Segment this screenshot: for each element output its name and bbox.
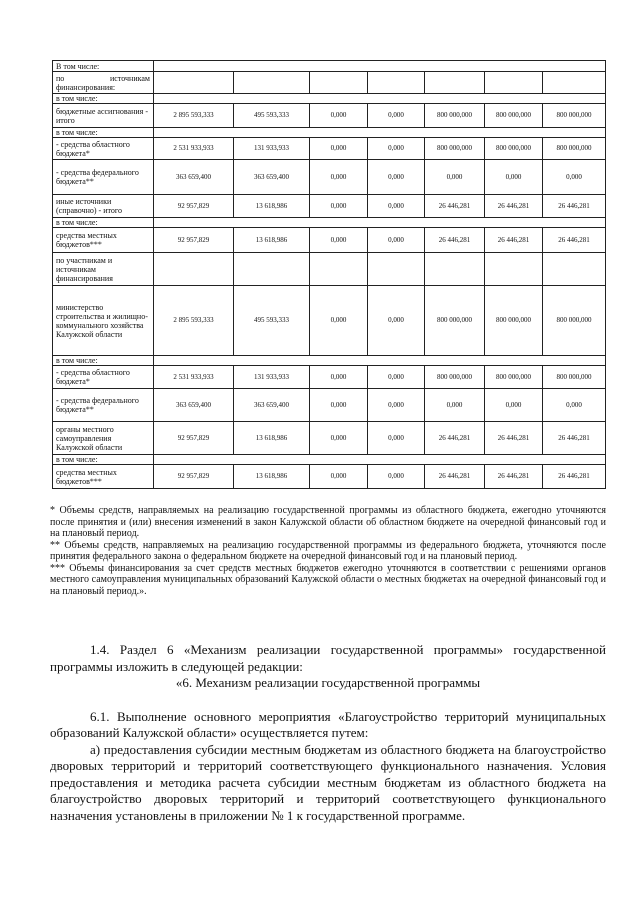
table-cell: 92 957,829 (154, 195, 234, 218)
table-cell: 0,000 (543, 160, 606, 195)
table-cell: 800 000,000 (425, 104, 485, 128)
table-cell: 363 659,400 (234, 160, 310, 195)
table-cell: 13 618,986 (234, 195, 310, 218)
table-cell: 13 618,986 (234, 422, 310, 455)
table-row (53, 228, 606, 253)
table-cell: 26 446,281 (425, 228, 485, 253)
table-cell: 363 659,400 (234, 389, 310, 422)
table-cell: 0,000 (368, 104, 425, 128)
row-label: - средства областного бюджета* (53, 366, 154, 389)
row-label: иные источники (справочно) - итого (53, 195, 154, 218)
table-cell: 0,000 (310, 465, 368, 489)
table-cell: 0,000 (310, 104, 368, 128)
row-filler (154, 61, 606, 72)
table-cell: 26 446,281 (425, 465, 485, 489)
table-cell (310, 72, 368, 94)
table-cell: 0,000 (425, 160, 485, 195)
row-label: органы местного самоуправления Калужской области (53, 422, 154, 455)
row-label: - средства областного бюджета* (53, 138, 154, 160)
table-cell: 800 000,000 (485, 104, 543, 128)
table-cell: 26 446,281 (485, 228, 543, 253)
row-filler (154, 455, 606, 465)
table-row (53, 104, 606, 128)
table-row (53, 72, 606, 94)
row-label: средства местных бюджетов*** (53, 228, 154, 253)
row-label: средства местных бюджетов*** (53, 465, 154, 489)
table-row (53, 422, 606, 455)
table-cell: 363 659,400 (154, 160, 234, 195)
table-cell: 92 957,829 (154, 465, 234, 489)
row-label: в том числе: (53, 128, 154, 138)
table-cell (485, 253, 543, 286)
row-filler (154, 94, 606, 104)
table-cell: 800 000,000 (543, 104, 606, 128)
table-cell (234, 253, 310, 286)
table-cell: 0,000 (543, 389, 606, 422)
row-label: В том числе: (53, 61, 154, 72)
table-cell: 0,000 (310, 366, 368, 389)
table-row (53, 160, 606, 195)
table-row (53, 455, 606, 465)
row-filler (154, 128, 606, 138)
table-row (53, 94, 606, 104)
table-cell: 0,000 (368, 366, 425, 389)
table-cell: 800 000,000 (485, 366, 543, 389)
table-cell: 800 000,000 (543, 286, 606, 356)
table-cell: 26 446,281 (543, 422, 606, 455)
table-cell (425, 253, 485, 286)
table-cell (425, 72, 485, 94)
table-cell: 800 000,000 (485, 138, 543, 160)
table-cell: 0,000 (485, 389, 543, 422)
table-row (53, 465, 606, 489)
table-cell: 92 957,829 (154, 228, 234, 253)
table-cell: 26 446,281 (543, 465, 606, 489)
table-row (53, 366, 606, 389)
table-cell (154, 72, 234, 94)
table-row (53, 195, 606, 218)
row-label: в том числе: (53, 218, 154, 228)
table-cell: 13 618,986 (234, 465, 310, 489)
table-cell: 26 446,281 (425, 195, 485, 218)
table-row (53, 128, 606, 138)
table-cell: 26 446,281 (543, 195, 606, 218)
table-cell: 800 000,000 (543, 138, 606, 160)
table-cell: 0,000 (310, 228, 368, 253)
table-cell: 0,000 (310, 195, 368, 218)
table-cell: 495 593,333 (234, 104, 310, 128)
table-cell: 2 531 933,933 (154, 366, 234, 389)
table-cell: 92 957,829 (154, 422, 234, 455)
table-cell: 2 531 933,933 (154, 138, 234, 160)
table-row (53, 389, 606, 422)
table-cell (234, 72, 310, 94)
table-cell: 800 000,000 (485, 286, 543, 356)
table-row (53, 138, 606, 160)
table-cell: 0,000 (310, 422, 368, 455)
row-label: - средства федерального бюджета** (53, 160, 154, 195)
table-cell: 495 593,333 (234, 286, 310, 356)
table-cell: 2 895 593,333 (154, 286, 234, 356)
footnote-federal: ** Объемы средств, направляемых на реализацию государственной программы из федерального бюджета, уточняются после принятия федерального закона о федеральном бюджете на очередной финансовый год и на плановый период. (50, 539, 606, 562)
table-row (53, 61, 606, 72)
table-cell (543, 72, 606, 94)
paragraph-a: а) предоставления субсидии местным бюджетам из областного бюджета на благоустройство дворовых территорий и территорий соответствующего функционального назначения. Условия предоставления и методика расчета субсидии местным бюджетам из областного бюджета на благоустройство дворовых территорий и территорий соответствующего функционального назначения установлены в приложении № 1 к государственной программе. (50, 741, 606, 823)
table-cell: 0,000 (368, 138, 425, 160)
table-cell: 2 895 593,333 (154, 104, 234, 128)
table-cell: 0,000 (425, 389, 485, 422)
footnotes (50, 505, 606, 597)
row-label: по источникам финансирования: (53, 72, 154, 94)
table-cell: 13 618,986 (234, 228, 310, 253)
table-cell (368, 253, 425, 286)
table-cell: 800 000,000 (425, 366, 485, 389)
row-label: по участникам и источникам финансирования (53, 253, 154, 286)
table-cell: 0,000 (485, 160, 543, 195)
footnote-local: *** Объемы финансирования за счет средств местных бюджетов ежегодно уточняются в соответствии с решениями органов местного самоуправления муниципальных образований Калужской области о местных бюджетах на очередной финансовый год и на плановый период.». (50, 562, 606, 597)
table-cell (368, 72, 425, 94)
section-intro: 1.4. Раздел 6 «Механизм реализации государственной программы» государственной программы изложить в следующей редакции: (50, 642, 606, 674)
table-cell: 131 933,933 (234, 138, 310, 160)
table-cell: 26 446,281 (485, 465, 543, 489)
table-cell: 0,000 (310, 160, 368, 195)
table-cell (485, 72, 543, 94)
financing-table-body (53, 61, 606, 489)
body-text (50, 642, 606, 824)
row-label: в том числе: (53, 94, 154, 104)
table-cell (543, 253, 606, 286)
table-cell: 363 659,400 (154, 389, 234, 422)
table-cell: 0,000 (310, 389, 368, 422)
table-cell: 0,000 (310, 138, 368, 160)
table-cell: 0,000 (368, 465, 425, 489)
table-cell: 0,000 (310, 286, 368, 356)
table-cell (154, 253, 234, 286)
table-row (53, 356, 606, 366)
table-cell: 26 446,281 (425, 422, 485, 455)
table-cell: 800 000,000 (425, 138, 485, 160)
table-cell: 26 446,281 (485, 422, 543, 455)
row-label: в том числе: (53, 455, 154, 465)
financing-table (52, 60, 606, 489)
row-label: министерство строительства и жилищно-коммунального хозяйства Калужской области (53, 286, 154, 356)
row-label: - средства федерального бюджета** (53, 389, 154, 422)
footnote-regional: * Объемы средств, направляемых на реализацию государственной программы из областного бюджета, ежегодно уточняются после принятия и (или) внесения изменений в закон Калужской области об областном бюджете на очередной финансовый год и на плановый период. (50, 505, 606, 539)
table-cell: 800 000,000 (425, 286, 485, 356)
section-heading: «6. Механизм реализации государственной программы (175, 675, 481, 690)
table-row (53, 253, 606, 286)
table-cell: 0,000 (368, 286, 425, 356)
table-cell: 0,000 (368, 195, 425, 218)
table-cell: 0,000 (368, 228, 425, 253)
row-label: в том числе: (53, 356, 154, 366)
paragraph-6-1: 6.1. Выполнение основного мероприятия «Благоустройство территорий муниципальных образований Калужской области» осуществляется путем: (50, 708, 606, 740)
table-cell: 800 000,000 (543, 366, 606, 389)
table-row (53, 218, 606, 228)
table-cell: 26 446,281 (543, 228, 606, 253)
table-cell: 0,000 (368, 389, 425, 422)
row-label: бюджетные ассигнования - итого (53, 104, 154, 128)
table-cell (310, 253, 368, 286)
row-filler (154, 356, 606, 366)
table-row (53, 286, 606, 356)
table-cell: 0,000 (368, 160, 425, 195)
table-cell: 0,000 (368, 422, 425, 455)
row-filler (154, 218, 606, 228)
table-cell: 131 933,933 (234, 366, 310, 389)
table-cell: 26 446,281 (485, 195, 543, 218)
